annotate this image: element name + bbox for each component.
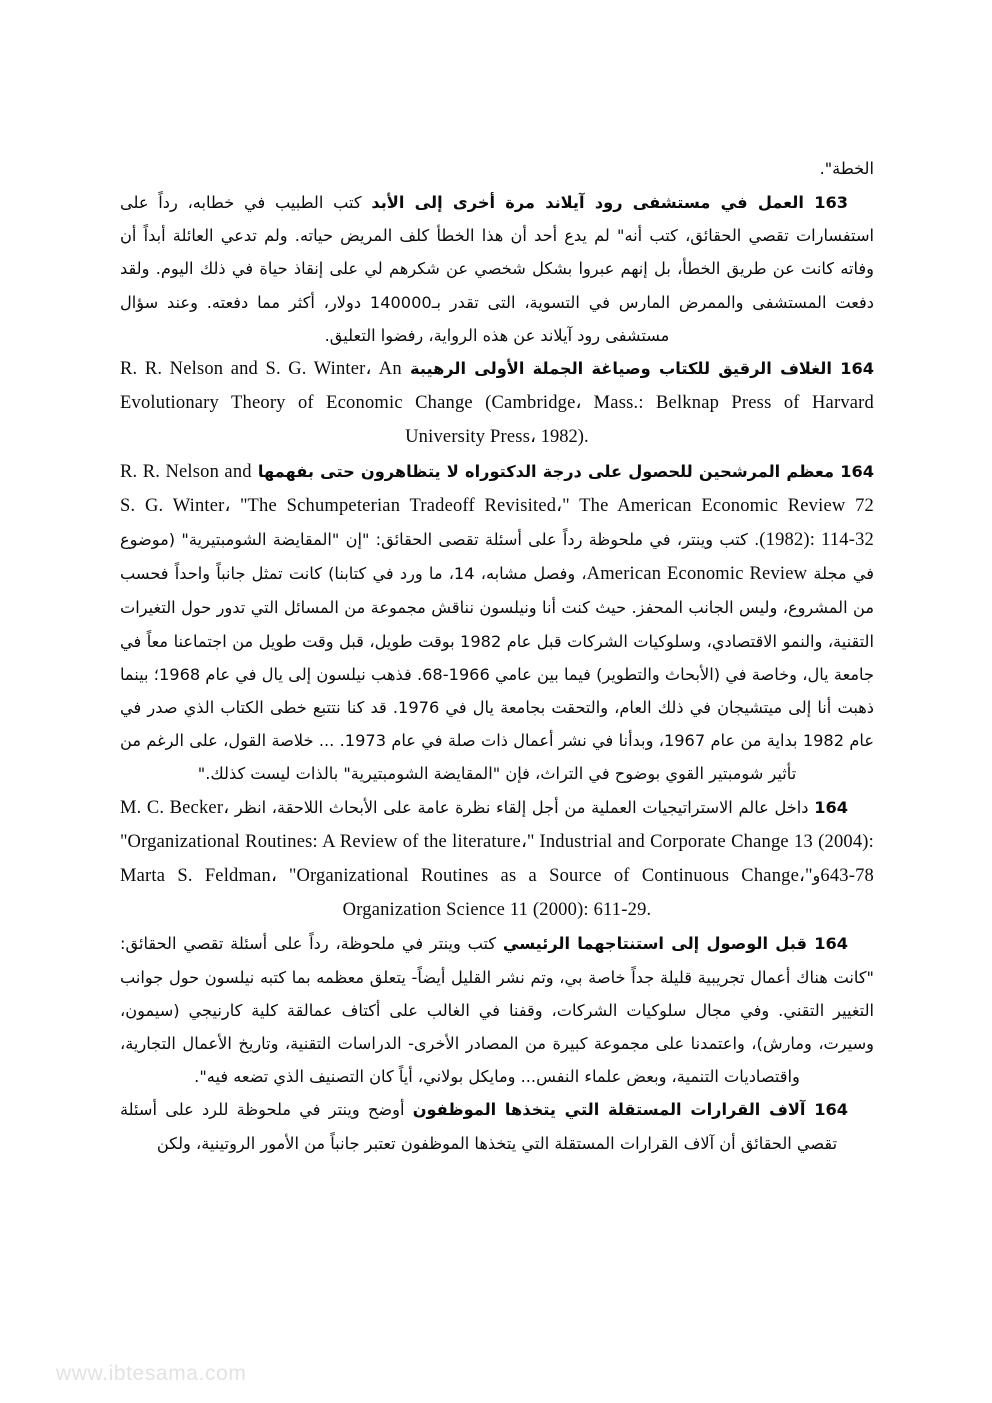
endnote-163-number: 163 (814, 193, 848, 212)
endnote-164-a-citation: R. R. Nelson and S. G. Winter، An Evolutionary Theory of Economic Change (Cambridge، Mass.: Belknap Press of Harvard University Press، 1982). (120, 359, 874, 448)
endnote-164-e-body: أوضح وينتر في ملحوظة للرد على أسئلة تقصي الحقائق أن آلاف القرارات المستقلة التي يتخذها الموظفون تعتبر جانباً من الأمور الروتينية، ولكن (120, 1100, 838, 1153)
endnote-163-body: كتب الطبيب في خطابه، رداً على استفسارات تقصي الحقائق، كتب أنه" لم يدع أحد أن هذا الخطأ كلف المريض حياته. ولم تدعي العائلة أبداً أن وفاته كانت عن طريق الخطأ، بل إنهم عبروا بشكل شخصي عن شكرهم لي على إنقاذ حياة في ذلك اليوم. ولقد دفعت المستشفى والممرض المارس في التسوية، التى تقدر بـ140000 دولار، أكثر مما دفعته. وعند سؤال مستشفى رود آيلاند عن هذه الرواية، رفضوا التعليق. (120, 193, 874, 345)
endnote-164-c-lead: داخل عالم الاستراتيجيات العملية من أجل إلقاء نظرة عامة على الأبحاث اللاحقة، انظر (234, 797, 809, 817)
endnote-164-c-citation-2: Marta S. Feldman، "Organizational Routines as a Source of Continuous Change،" Organization Science 11 (2000): 611-29. (120, 866, 813, 921)
endnote-164-b-number: 164 (840, 461, 874, 481)
endnote-164-b-journal: American Economic Review (586, 564, 808, 585)
endnote-164-b-citation-1: R. R. Nelson and S. G. Winter، "The Schumpeterian Tradeoff Revisited،" The American Economic Review 72 (1982): 114-32 (120, 461, 874, 551)
endnote-164-e (120, 1093, 874, 1159)
page-text-column (120, 152, 874, 1160)
orphan-continuation-line: الخطة". (819, 159, 874, 178)
endnote-164-d-body: كتب وينتر في ملحوظة، رداً على أسئلة تقصي الحقائق: "كانت هناك أعمال تجريبية قليلة جداً خاصة بي، وتم نشر القليل أيضاً- يتعلق معظمه بما كتبه نيلسون حول جوانب التغيير التقني. وفي مجال سلوكيات الشركات، وقفنا في الغالب على أكتاف عمالقة كلية كارنيجي (سيمون، وسيرت، ومارش)، واعتمدنا على مجموعة كبيرة من المصادر الأخرى- الدراسات التقنية، وتاريخ الأعمال التجارية، واقتصاديات التنمية، وبعض علماء النفس... ومايكل بولاني، أياً كان التصنيف الذي تضعه فيه". (120, 934, 874, 1087)
endnote-164-b-body-2: ، وفصل مشابه، 14، ما ورد في كتابنا) كانت تمثل جانباً واحداً فحسب من المشروع، وليس الجانب المحفز. حيث كنت أنا ونيلسون نناقش مجموعة من المسائل التي تدور حول التغيرات التقنية، والنمو الاقتصادي، وسلوكيات الشركات قبل عام 1982 بوقت طويل، قبل وقت طويل من اجتماعنا معاً في جامعة يال، وخاصة في (الأبحاث والتطوير) فيما بين عامي 1966-68. فذهب نيلسون إلى يال في عام 1968؛ بينما ذهبت أنا إلى ميتشيجان في ذلك العام، والتحقت بجامعة يال في 1976. قد كنا نتتبع خطى الكتاب الذي صدر في عام 1982 بداية من عام 1967، وبدأنا في نشر أعمال ذات صلة في عام 1973. ... خلاصة القول، على الرغم من تأثير شومبتير القوي بوضوح في التراث، فإن "المقايضة الشومبتيرية" بالذات ليست كذلك." (120, 564, 874, 784)
endnote-164-c-conjunction: و (812, 866, 821, 886)
endnote-164-a-number: 164 (840, 359, 874, 379)
endnote-164-c (120, 791, 874, 928)
endnote-164-a (120, 352, 874, 455)
endnote-163-lead: العمل في مستشفى رود آيلاند مرة أخرى إلى الأبد (371, 193, 804, 212)
endnote-164-b-lead: معظم المرشحين للحصول على درجة الدكتوراه لا يتظاهرون حتى بفهمها (257, 461, 835, 481)
endnote-164-c-number: 164 (814, 797, 848, 817)
endnote-163 (120, 186, 874, 352)
endnote-164-c-citation-1: M. C. Becker، "Organizational Routines: A Review of the literature،" Industrial and Corporate Change 13 (2004): 643-78 (120, 797, 874, 887)
endnote-164-d-number: 164 (814, 934, 848, 954)
endnote-164-d (120, 927, 874, 1093)
endnote-164-d-lead: قبل الوصول إلى استنتاجهما الرئيسي (502, 934, 807, 954)
endnote-164-e-lead: آلاف القرارات المستقلة التي يتخذها الموظفون (412, 1100, 806, 1120)
site-watermark: www.ibtesama.com (56, 1362, 247, 1385)
endnote-164-a-lead: الغلاف الرقيق للكتاب وصياغة الجملة الأولى الرهيبة (410, 359, 832, 379)
endnote-164-e-number: 164 (814, 1100, 849, 1120)
endnote-164-b (120, 455, 874, 791)
endnote-164-b-body-1: . كتب وينتر، في ملحوظة رداً على أسئلة تقصى الحقائق: "إن "المقايضة الشومبتيرية" (موضوع في مجلة (120, 530, 875, 584)
